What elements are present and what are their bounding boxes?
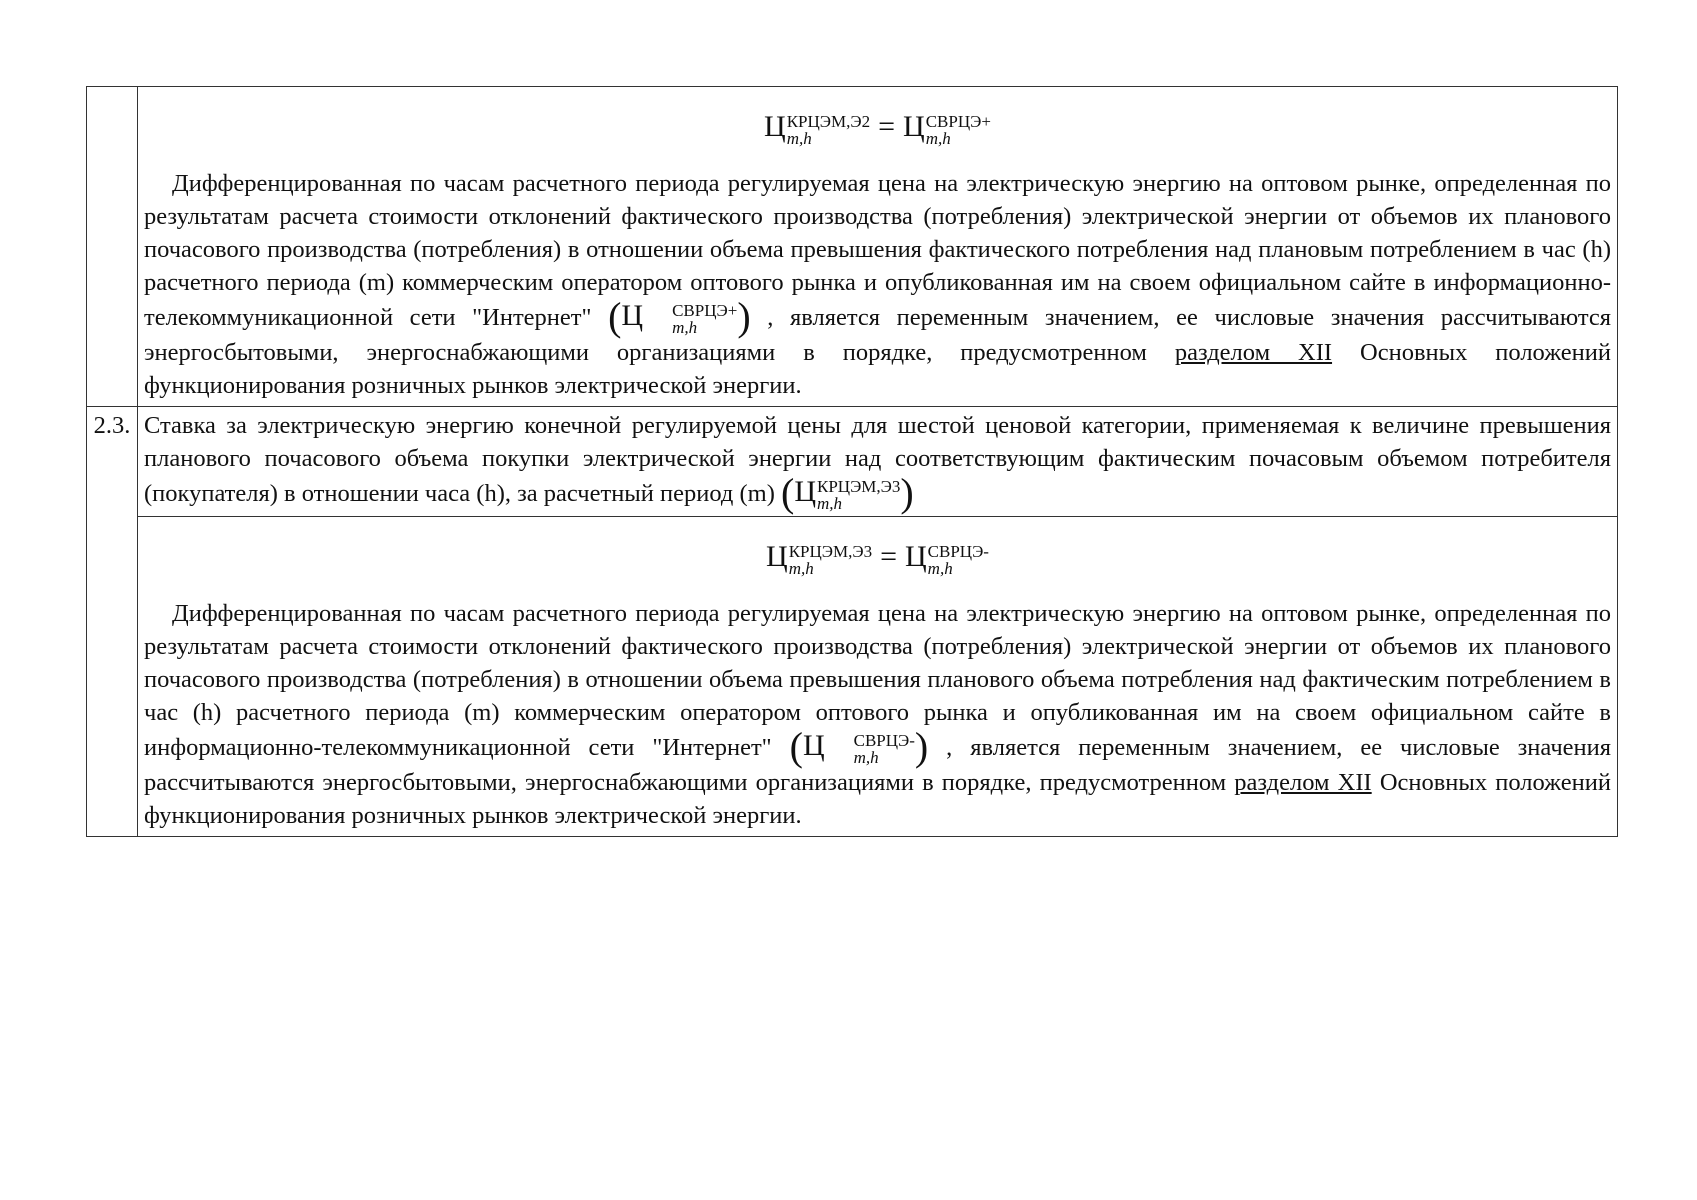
formula-symbol: Ц [764,110,786,143]
paragraph: Ставка за электрическую энергию конечной регулируемой цены для шестой ценовой категории, применяемая к величине превышения планового почасового объема покупки электрической энергии над соответствующим фактическим почасовым объемом потребителя (покупателя) в отношении часа (h), за расчетный период (m) (Ц КРЦЭМ,Э3 m,h ) [144,412,1611,515]
formula-subscript: m,h [927,559,953,578]
document-table [86,86,1618,837]
formula-subscript: m,h [786,129,812,148]
paragraph-text: Основных положений функционирования розничных рынков электрической энергии. [144,769,1611,829]
content-cell [138,517,1618,837]
paragraph: Дифференцированная по часам расчетного периода регулируемая цена на электрическую энергию на оптовом рынке, определенная по результатам расчета стоимости отклонений фактического производства (потребления) электрической энергии от объемов их планового почасового производства (потребления) в отношении объема превышения фактического потребления над плановым потреблением в час (h) расчетного периода (m) коммерческим оператором оптового рынка и опубликованная им на своем официальном сайте в информационно-телекоммуникационной сети "Интернет" (Ц СВРЦЭ+ m,h ) , является переменным значением, ее числовые значения рассчитываются энергосбытовыми, энергоснабжающими организациями в порядке, предусмотренном разделом XII Основных положений функционирования розничных рынков электрической энергии. [144,170,1612,399]
paragraph-text: Ставка за электрическую энергию конечной регулируемой цены для шестой ценовой категории, применяемая к величине превышения планового почасового объема покупки электрической энергии над соответствующим фактическим почасовым объемом потребителя (покупателя) в отношении часа (h), за расчетный период (m) [144,412,1611,507]
equals-sign: = [880,540,897,573]
content-cell [138,87,1618,407]
formula-superscript: КРЦЭМ,Э2 [786,112,871,131]
inline-subscript: m,h [817,494,843,513]
formula-symbol: Ц [903,110,925,143]
paragraph-text: Дифференцированная по часам расчетного периода регулируемая цена на электрическую энергию на оптовом рынке, определенная по результатам расчета стоимости отклонений фактического производства (потребления) электрической энергии от объемов их планового почасового производства (потребления) в отношении объема превышения планового объема потребления над фактическим потреблением в час (h) расчетного периода (m) коммерческим оператором оптового рынка и опубликованная им на своем официальном сайте в информационно-телекоммуникационной сети "Интернет" [144,600,1611,761]
formula [144,89,1611,167]
row-number-cell [87,87,138,407]
formula-symbol: Ц [905,540,927,573]
paragraph-text: Основных положений функционирования розничных рынков электрической энергии. [144,339,1612,399]
paragraph: Дифференцированная по часам расчетного периода регулируемая цена на электрическую энергию на оптовом рынке, определенная по результатам расчета стоимости отклонений фактического производства (потребления) электрической энергии от объемов их планового почасового производства (потребления) в отношении объема превышения планового объема потребления над фактическим потреблением в час (h) расчетного периода (m) коммерческим оператором оптового рынка и опубликованная им на своем официальном сайте в информационно-телекоммуникационной сети "Интернет" (Ц СВРЦЭ- m,h ) , является переменным значением, ее числовые значения рассчитываются энергосбытовыми, энергоснабжающими организациями в порядке, предусмотренном разделом XII Основных положений функционирования розничных рынков электрической энергии. [144,600,1612,829]
inline-symbol: Ц [802,729,825,762]
table-row [87,87,1618,407]
formula-superscript: СВРЦЭ- [927,542,989,561]
content-cell [138,407,1618,517]
formula-subscript: m,h [788,559,814,578]
section-xii-link[interactable]: разделом XII [1234,769,1372,796]
inline-subscript: m,h [672,318,698,337]
paragraph-text: , является переменным значением, ее числовые значения рассчитываются энергосбытовыми, энергоснабжающими организациями в порядке, предусмотренном [144,304,1611,366]
inline-superscript: КРЦЭМ,Э3 [817,477,901,496]
formula-symbol: Ц [766,540,788,573]
paragraph-text: , является переменным значением, ее числовые значения рассчитываются энергосбытовыми, энергоснабжающими организациями в порядке, предусмотренном [144,734,1612,796]
row-number-cell: 2.3. [87,407,138,837]
formula [144,519,1611,597]
equals-sign: = [878,110,896,143]
inline-superscript: СВРЦЭ- [853,731,915,750]
table-row [87,407,1618,517]
inline-superscript: СВРЦЭ+ [672,301,738,320]
inline-symbol: Ц [621,299,644,332]
section-xii-link[interactable]: разделом XII [1174,339,1333,366]
formula-subscript: m,h [925,129,951,148]
paragraph-text: Дифференцированная по часам расчетного периода регулируемая цена на электрическую энергию на оптовом рынке, определенная по результатам расчета стоимости отклонений фактического производства (потребления) электрической энергии от объемов их планового почасового производства (потребления) в отношении объема превышения фактического потребления над плановым потреблением в час (h) расчетного периода (m) коммерческим оператором оптового рынка и опубликованная им на своем официальном сайте в информационно-телекоммуникационной сети "Интернет" [144,170,1611,331]
inline-subscript: m,h [853,748,879,767]
formula-superscript: СВРЦЭ+ [925,112,991,131]
table-row [87,517,1618,837]
inline-symbol: Ц [794,475,816,508]
formula-superscript: КРЦЭМ,Э3 [788,542,873,561]
